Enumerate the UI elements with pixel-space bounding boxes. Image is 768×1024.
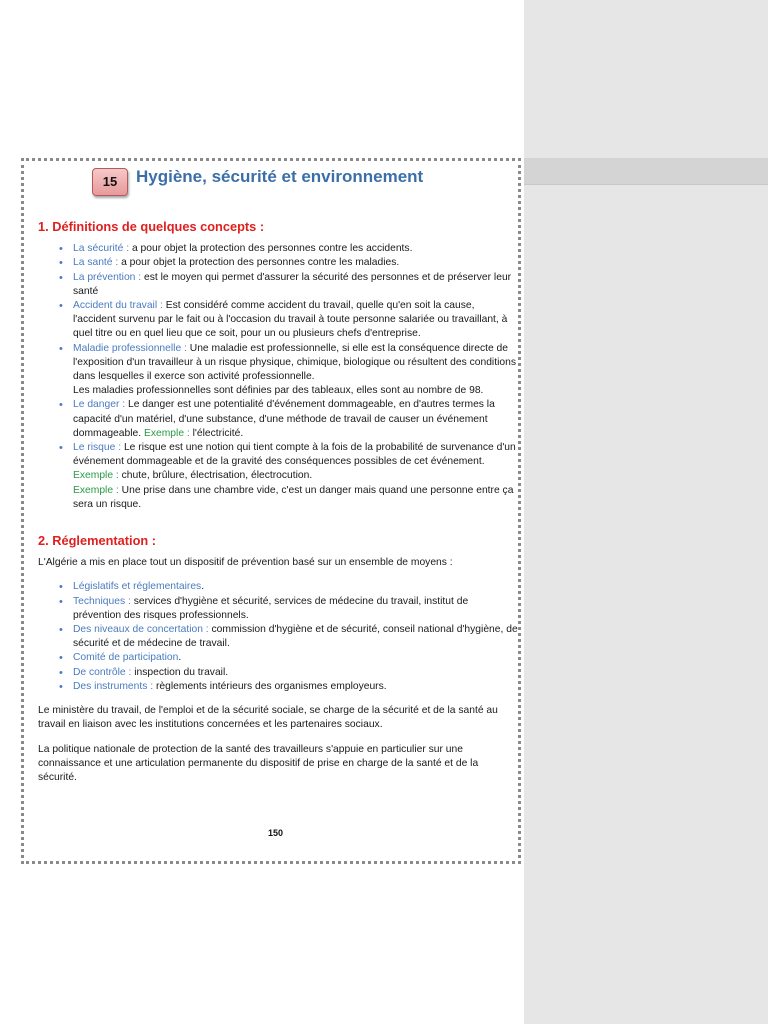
list-item: • Maladie professionnelle : Une maladie est professionnelle, si elle est la conséquence directe de l'exposition d'un travailleur à un risque physique, chimique, biologique ou résultent des conditions dans lesquelles il exerce son activité professionnelle. Les maladies professionnelles sont définies par des tableaux, elles sont au nombre de 98. bbox=[59, 342, 518, 399]
list-item: • Accident du travail : Est considéré comme accident du travail, quelle qu'en soit la cause, l'accident survenu par le fait ou à l'occasion du travail à toute personne salariée ou travaillant, à quel titre ou en quel lieu que ce soit, pour un ou plusieurs chefs d'entreprise. bbox=[59, 299, 518, 342]
comment-pane bbox=[524, 0, 768, 1024]
section-heading-definitions: 1. Définitions de quelques concepts : bbox=[38, 219, 265, 234]
list-item: • La sécurité : a pour objet la protection des personnes contre les accidents. bbox=[59, 242, 518, 256]
definitions-list bbox=[38, 242, 518, 512]
list-item: • Des instruments : règlements intérieurs des organismes employeurs. bbox=[59, 680, 518, 694]
section-intro: L'Algérie a mis en place tout un dispositif de prévention basé sur un ensemble de moyens : bbox=[38, 557, 453, 569]
comment-pane-header bbox=[524, 158, 768, 185]
list-item: • Le danger : Le danger est une potentialité d'événement dommageable, en d'autres termes la capacité d'un matériel, d'une substance, d'une méthode de travail de causer un événement dommageable. Exemple : l'électricité. bbox=[59, 398, 518, 441]
chapter-header bbox=[92, 168, 518, 198]
list-item: • Techniques : services d'hygiène et sécurité, services de médecine du travail, institut de prévention des risques professionnels. bbox=[59, 595, 518, 623]
list-item: • Des niveaux de concertation : commission d'hygiène et de sécurité, conseil national d'hygiène, de sécurité et de médecine de travail. bbox=[59, 623, 518, 651]
list-item: • Le risque : Le risque est une notion qui tient compte à la fois de la probabilité de survenance d'un événement dommageable et de la gravité des conséquences possibles de cet événement. Exemple : chute, brûlure, électrisation, électrocution. Exemple : Une prise dans une chambre vide, c'est un danger mais quand une personne entre ça sera un risque. bbox=[59, 441, 518, 512]
section-heading-reglementation: 2. Réglementation : bbox=[38, 533, 157, 549]
means-list bbox=[38, 580, 518, 694]
list-item: • Législatifs et réglementaires. bbox=[59, 580, 518, 594]
paragraph-policy: La politique nationale de protection de la santé des travailleurs s'appuie en particulier sur une connaissance et une articulation permanente du dispositif de prise en charge de la santé et de la sécurité. bbox=[38, 743, 479, 783]
paragraph-ministry: Le ministère du travail, de l'emploi et de la sécurité sociale, se charge de la sécurité et de la santé au travail en liaison avec les institutions concernées et les partenaires sociaux. bbox=[38, 705, 498, 731]
chapter-number-badge: 15 bbox=[92, 168, 128, 196]
list-item: • La prévention : est le moyen qui permet d'assurer la sécurité des personnes et de préserver leur santé bbox=[59, 271, 518, 299]
list-item: • Comité de participation. bbox=[59, 651, 518, 665]
chapter-title: Hygiène, sécurité et environnement bbox=[136, 167, 424, 186]
list-item: • La santé : a pour objet la protection des personnes contre les maladies. bbox=[59, 256, 518, 270]
page-number: 150 bbox=[268, 828, 284, 838]
document-page bbox=[38, 168, 518, 785]
list-item: • De contrôle : inspection du travail. bbox=[59, 666, 518, 680]
